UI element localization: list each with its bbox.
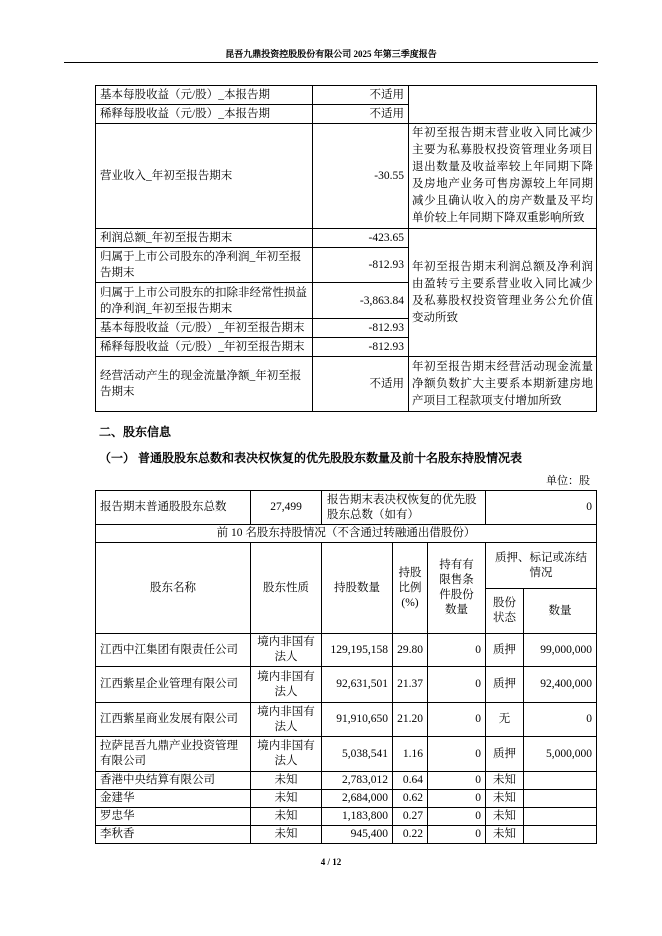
holder-pledge-status: 未知 bbox=[486, 772, 524, 790]
holder-restricted: 0 bbox=[428, 703, 486, 737]
holder-ratio: 0.22 bbox=[393, 826, 428, 844]
shareholders-table bbox=[95, 490, 597, 844]
holder-ratio: 0.62 bbox=[393, 790, 428, 808]
table-row bbox=[96, 826, 597, 844]
holder-restricted: 0 bbox=[428, 634, 486, 667]
holder-pledge-status: 未知 bbox=[486, 808, 524, 826]
holder-restricted: 0 bbox=[428, 772, 486, 790]
holder-name: 江西紫星商业发展有限公司 bbox=[96, 703, 251, 737]
header-pledge: 质押、标记或冻结情况 bbox=[486, 543, 597, 589]
preferred-holders-label: 报告期末表决权恢复的优先股股东总数（如有） bbox=[322, 491, 486, 525]
header-nature: 股东性质 bbox=[251, 543, 322, 634]
holder-pledge-amount: 99,000,000 bbox=[524, 634, 597, 667]
holder-pledge-amount bbox=[524, 790, 597, 808]
top10-caption: 前 10 名股东持股情况（不含通过转融通出借股份） bbox=[96, 525, 597, 543]
holder-name: 拉萨昆吾九鼎产业投资管理有限公司 bbox=[96, 737, 251, 772]
holder-ratio: 1.16 bbox=[393, 737, 428, 772]
indicator-value: -812.93 bbox=[313, 319, 409, 338]
indicator-label: 利润总额_年初至报告期末 bbox=[96, 229, 313, 248]
indicator-row bbox=[96, 124, 597, 229]
indicator-note-revenue: 年初至报告期末营业收入同比减少主要为私募股权投资管理业务项目退出数量及收益率较上年同期下降及房地产业务可售房源较上年同期减少且确认收入的房产数量及平均单价较上年同期下降双重影响所致 bbox=[409, 124, 597, 229]
unit-label: 单位：股 bbox=[546, 475, 590, 487]
holder-nature: 未知 bbox=[251, 808, 322, 826]
holder-shares: 129,195,158 bbox=[322, 634, 393, 667]
indicator-value: -30.55 bbox=[313, 124, 409, 229]
holder-restricted: 0 bbox=[428, 808, 486, 826]
header-divider bbox=[64, 62, 598, 63]
holder-restricted: 0 bbox=[428, 737, 486, 772]
holder-pledge-amount: 5,000,000 bbox=[524, 737, 597, 772]
holder-name: 江西紫星企业管理有限公司 bbox=[96, 667, 251, 703]
table-row bbox=[96, 703, 597, 737]
indicator-note-profit: 年初至报告期末利润总额及净利润由盈转亏主要系营业收入同比减少及私募股权投资管理业务公允价值变动所致 bbox=[409, 229, 597, 357]
holder-pledge-status: 无 bbox=[486, 703, 524, 737]
holder-restricted: 0 bbox=[428, 790, 486, 808]
holder-name: 罗忠华 bbox=[96, 808, 251, 826]
indicator-value: -423.65 bbox=[313, 229, 409, 248]
holder-name: 金建华 bbox=[96, 790, 251, 808]
indicator-label: 归属于上市公司股东的净利润_年初至报告期末 bbox=[96, 248, 313, 283]
indicator-value: -812.93 bbox=[313, 338, 409, 357]
indicator-row bbox=[96, 229, 597, 248]
indicator-label: 营业收入_年初至报告期末 bbox=[96, 124, 313, 229]
holder-ratio: 0.27 bbox=[393, 808, 428, 826]
holder-pledge-status: 质押 bbox=[486, 667, 524, 703]
holder-restricted: 0 bbox=[428, 667, 486, 703]
holder-nature: 境内非国有法人 bbox=[251, 703, 322, 737]
holder-shares: 2,684,000 bbox=[322, 790, 393, 808]
holder-shares: 5,038,541 bbox=[322, 737, 393, 772]
section-title: 二、股东信息 bbox=[99, 425, 172, 439]
holder-pledge-amount bbox=[524, 772, 597, 790]
holder-shares: 91,910,650 bbox=[322, 703, 393, 737]
holder-pledge-amount bbox=[524, 826, 597, 844]
report-header-title: 昆吾九鼎投资控股股份有限公司 2025 年第三季度报告 bbox=[225, 49, 437, 59]
header-restricted-cell bbox=[428, 543, 486, 634]
header-row bbox=[96, 543, 597, 589]
indicator-note-empty bbox=[409, 86, 597, 124]
summary-row bbox=[96, 491, 597, 525]
holder-ratio: 29.80 bbox=[393, 634, 428, 667]
holder-shares: 945,400 bbox=[322, 826, 393, 844]
indicator-label: 稀释每股收益（元/股）_年初至报告期末 bbox=[96, 338, 313, 357]
table-row bbox=[96, 790, 597, 808]
holder-pledge-amount: 92,400,000 bbox=[524, 667, 597, 703]
header-restricted: 持有有限售条件股份数量 bbox=[439, 559, 474, 616]
holder-pledge-status: 质押 bbox=[486, 634, 524, 667]
indicator-value: 不适用 bbox=[313, 105, 409, 124]
key-indicators-table bbox=[95, 85, 597, 412]
table-row bbox=[96, 667, 597, 703]
holder-ratio: 21.37 bbox=[393, 667, 428, 703]
table-row bbox=[96, 737, 597, 772]
indicator-row bbox=[96, 86, 597, 105]
holder-restricted: 0 bbox=[428, 826, 486, 844]
holder-nature: 境内非国有法人 bbox=[251, 634, 322, 667]
table-row bbox=[96, 808, 597, 826]
indicator-note-cash-flow: 年初至报告期末经营活动现金流量净额负数扩大主要系本期新建房地产项目工程款项支付增加所致 bbox=[409, 357, 597, 412]
holder-shares: 1,183,800 bbox=[322, 808, 393, 826]
table-row bbox=[96, 634, 597, 667]
indicator-label: 经营活动产生的现金流量净额_年初至报告期末 bbox=[96, 357, 313, 412]
indicator-value: -812.93 bbox=[313, 248, 409, 283]
indicator-label: 基本每股收益（元/股）_本报告期 bbox=[96, 86, 313, 105]
holder-pledge-amount: 0 bbox=[524, 703, 597, 737]
holder-shares: 92,631,501 bbox=[322, 667, 393, 703]
indicator-label: 稀释每股收益（元/股）_本报告期 bbox=[96, 105, 313, 124]
holder-name: 香港中央结算有限公司 bbox=[96, 772, 251, 790]
header-ratio: 持股比例(%) bbox=[393, 543, 428, 634]
header-shares: 持股数量 bbox=[322, 543, 393, 634]
table-row bbox=[96, 772, 597, 790]
holder-nature: 境内非国有法人 bbox=[251, 737, 322, 772]
holder-name: 李秋香 bbox=[96, 826, 251, 844]
holder-nature: 未知 bbox=[251, 772, 322, 790]
holder-nature: 境内非国有法人 bbox=[251, 667, 322, 703]
header-pledge-amount: 数量 bbox=[524, 589, 597, 634]
subsection-title: （一） 普通股股东总数和表决权恢复的优先股股东数量及前十名股东持股情况表 bbox=[99, 451, 523, 465]
header-name: 股东名称 bbox=[96, 543, 251, 634]
holder-ratio: 0.64 bbox=[393, 772, 428, 790]
holder-ratio: 21.20 bbox=[393, 703, 428, 737]
page-number: 4 / 12 bbox=[320, 857, 342, 867]
holder-pledge-status: 质押 bbox=[486, 737, 524, 772]
header-pledge-status: 股份状态 bbox=[486, 589, 524, 634]
holder-pledge-status: 未知 bbox=[486, 790, 524, 808]
common-holders-value: 27,499 bbox=[251, 491, 322, 525]
holder-name: 江西中江集团有限责任公司 bbox=[96, 634, 251, 667]
indicator-label: 归属于上市公司股东的扣除非经常性损益的净利润_年初至报告期末 bbox=[96, 283, 313, 319]
indicator-value: 不适用 bbox=[313, 86, 409, 105]
indicator-value: 不适用 bbox=[313, 357, 409, 412]
holder-nature: 未知 bbox=[251, 826, 322, 844]
indicator-label: 基本每股收益（元/股）_年初至报告期末 bbox=[96, 319, 313, 338]
common-holders-label: 报告期末普通股股东总数 bbox=[96, 491, 251, 525]
holder-shares: 2,783,012 bbox=[322, 772, 393, 790]
holder-pledge-status: 未知 bbox=[486, 826, 524, 844]
indicator-row bbox=[96, 357, 597, 412]
holder-pledge-amount bbox=[524, 808, 597, 826]
caption-row bbox=[96, 525, 597, 543]
holder-nature: 未知 bbox=[251, 790, 322, 808]
preferred-holders-value: 0 bbox=[486, 491, 597, 525]
indicator-value: -3,863.84 bbox=[313, 283, 409, 319]
